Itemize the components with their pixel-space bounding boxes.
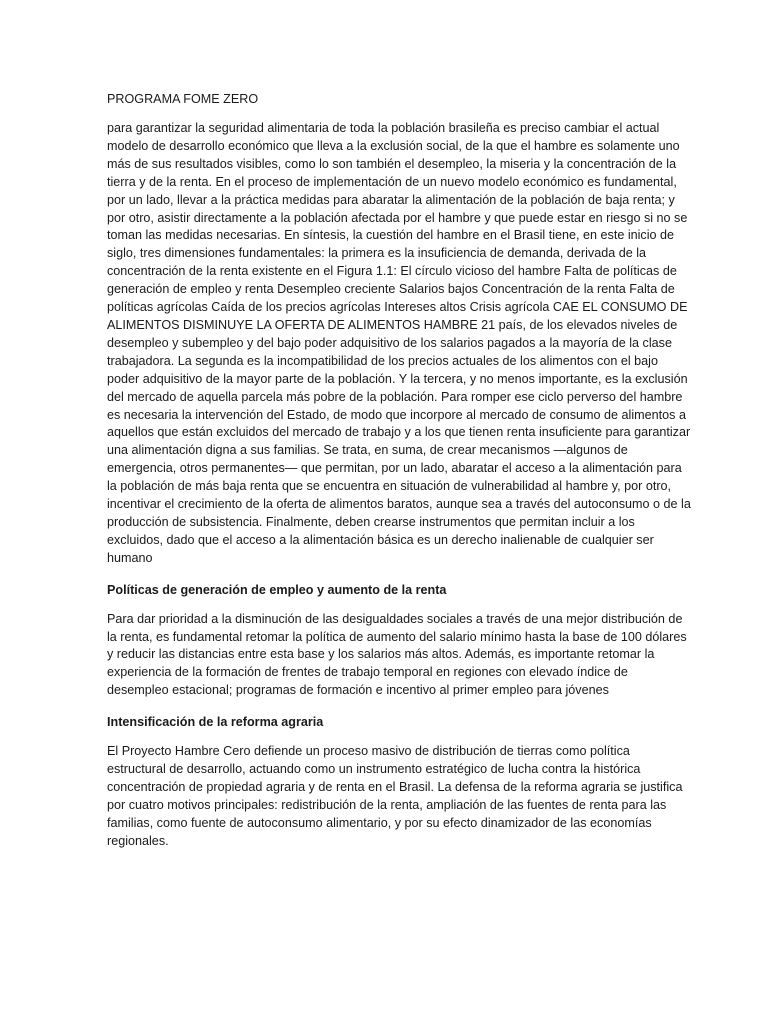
section-paragraph-employment: Para dar prioridad a la disminución de las desigualdades sociales a través de una mejor distribución de la renta, es fundamental retomar la política de aumento del salario mínimo hasta la base de 100 dólares y reducir las distancias entre esta base y los salarios más altos. Además, es importante retomar la experiencia de la formación de frentes de trabajo temporal en regiones con elevado índice de desempleo estacional; programas de formación e incentivo al primer empleo para jóvenes (107, 611, 687, 698)
section-paragraph-agrarian-reform: El Proyecto Hambre Cero defiende un proceso masivo de distribución de tierras como política estructural de desarrollo, actuando como un instrumento estratégico de lucha contra la histórica concentración de propiedad agraria y de renta en el Brasil. La defensa de la reforma agraria se justifica por cuatro motivos principales: redistribución de la renta, ampliación de las fuentes de renta para las familias, como fuente de autoconsumo alimentario, y por su efecto dinamizador de las economías regionales. (107, 744, 683, 848)
document-title: PROGRAMA FOME ZERO (107, 92, 259, 106)
document-page (107, 90, 691, 864)
section-heading-agrarian-reform: Intensificación de la reforma agraria (107, 715, 324, 730)
intro-paragraph: para garantizar la seguridad alimentaria de toda la población brasileña es preciso cambiar el actual modelo de desarrollo económico que lleva a la exclusión social, de la que el hambre es solamente uno más de sus resultados visibles, como lo son también el desempleo, la miseria y la concentración de la tierra y de la renta. En el proceso de implementación de un nuevo modelo económico es fundamental, por un lado, llevar a la práctica medidas para abaratar la alimentación de la población de baja renta; y por otro, asistir directamente a la población afectada por el hambre y que puede estar en riesgo si no se toman las medidas necesarias. En síntesis, la cuestión del hambre en el Brasil tiene, en este inicio de siglo, tres dimensiones fundamentales: la primera es la insuficiencia de demanda, derivada de la concentración de la renta existente en el Figura 1.1: El círculo vicioso del hambre Falta de políticas de generación de empleo y renta Desempleo creciente Salarios bajos Concentración de la renta Falta de políticas agrícolas Caída de los precios agrícolas Intereses altos Crisis agrícola CAE EL CONSUMO DE ALIMENTOS DISMINUYE LA OFERTA DE ALIMENTOS HAMBRE 21 país, de los elevados niveles de desempleo y subempleo y del bajo poder adquisitivo de los salarios pagados a la mayoría de la clase trabajadora. La segunda es la incompatibilidad de los precios actuales de los alimentos con el bajo poder adquisitivo de la mayor parte de la población. Y la tercera, y no menos importante, es la exclusión del mercado de aquella parcela más pobre de la población. Para romper ese ciclo perverso del hambre es necesaria la intervención del Estado, de modo que incorpore al mercado de consumo de alimentos a aquellos que están excluidos del mercado de trabajo y a los que tienen renta insuficiente para garantizar una alimentación digna a sus familias. Se trata, en suma, de crear mecanismos —algunos de emergencia, otros permanentes— que permitan, por un lado, abaratar el acceso a la alimentación para la población de más baja renta que se encuentra en situación de vulnerabilidad al hambre y, por otro, incentivar el crecimiento de la oferta de alimentos baratos, aunque sea a través del autoconsumo o de la producción de subsistencia. Finalmente, deben crearse instrumentos que permitan incluir a los excluidos, dado que el acceso a la alimentación básica es un derecho inalienable de cualquier ser humano (107, 121, 691, 565)
section-heading-employment: Políticas de generación de empleo y aumento de la renta (107, 582, 447, 597)
